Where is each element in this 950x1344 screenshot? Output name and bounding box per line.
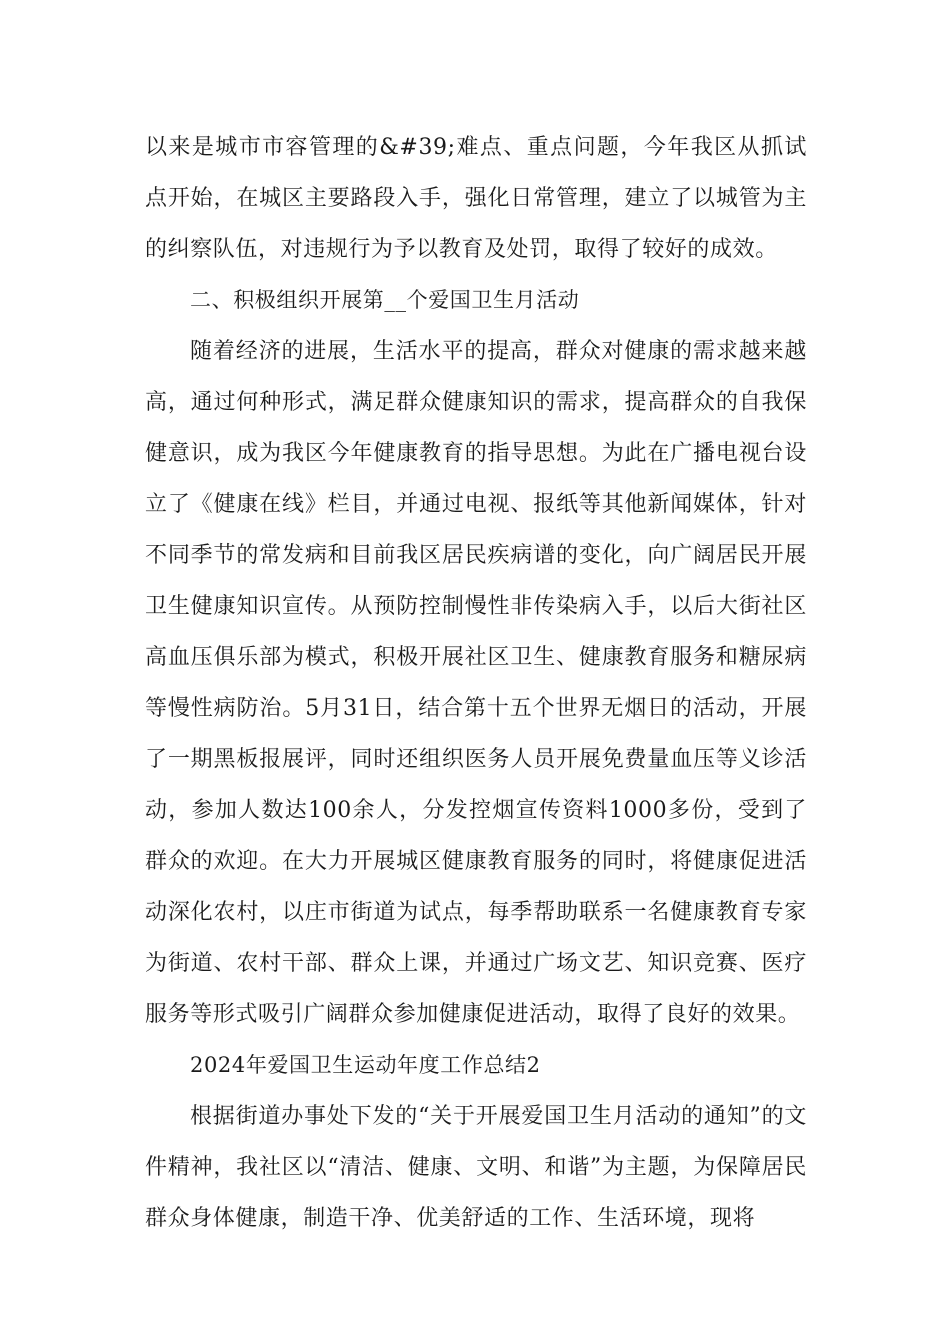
paragraph-health-education: 随着经济的进展，生活水平的提高，群众对健康的需求越来越高，通过何种形式，满足群众健康知识的需求，提高群众的自我保健意识，成为我区今年健康教育的指导思想。为此在广播电视台设立了《健康在线》栏目，并通过电视、报纸等其他新闻媒体，针对不同季节的常发病和目前我区居民疾病谱的变化，向广阔居民开展卫生健康知识宣传。从预防控制慢性非传染病入手，以后大街社区高血压俱乐部为模式，积极开展社区卫生、健康教育服务和糖尿病等慢性病防治。5月31日，结合第十五个世界无烟日的活动，开展了一期黑板报展评，同时还组织医务人员开展免费量血压等义诊活动，参加人数达100余人，分发控烟宣传资料1000多份，受到了群众的欢迎。在大力开展城区健康教育服务的同时，将健康促进活动深化农村，以庄市街道为试点，每季帮助联系一名健康教育专家为街道、农村干部、群众上课，并通过广场文艺、知识竞赛、医疗服务等形式吸引广阔群众参加健康促进活动，取得了良好的效果。 xyxy=(145,339,807,1027)
paragraph-community-notice: 根据街道办事处下发的“关于开展爱国卫生月活动的通知”的文件精神，我社区以“清洁、健康、文明、和谐”为主题，为保障居民群众身体健康，制造干净、优美舒适的工作、生活环境，现将 xyxy=(145,1104,807,1231)
paragraph-continued: 以来是城市市容管理的&#39;难点、重点问题，今年我区从抓试点开始，在城区主要路段入手，强化日常管理，建立了以城管为主的纠察队伍，对违规行为予以教育及处罚，取得了较好的成效。 xyxy=(145,135,807,262)
document-title-summary-2: 2024年爱国卫生运动年度工作总结2 xyxy=(190,1053,541,1077)
section-heading-patriotic-health-month: 二、积极组织开展第__个爱国卫生月活动 xyxy=(190,288,580,312)
document-body xyxy=(145,122,807,1244)
